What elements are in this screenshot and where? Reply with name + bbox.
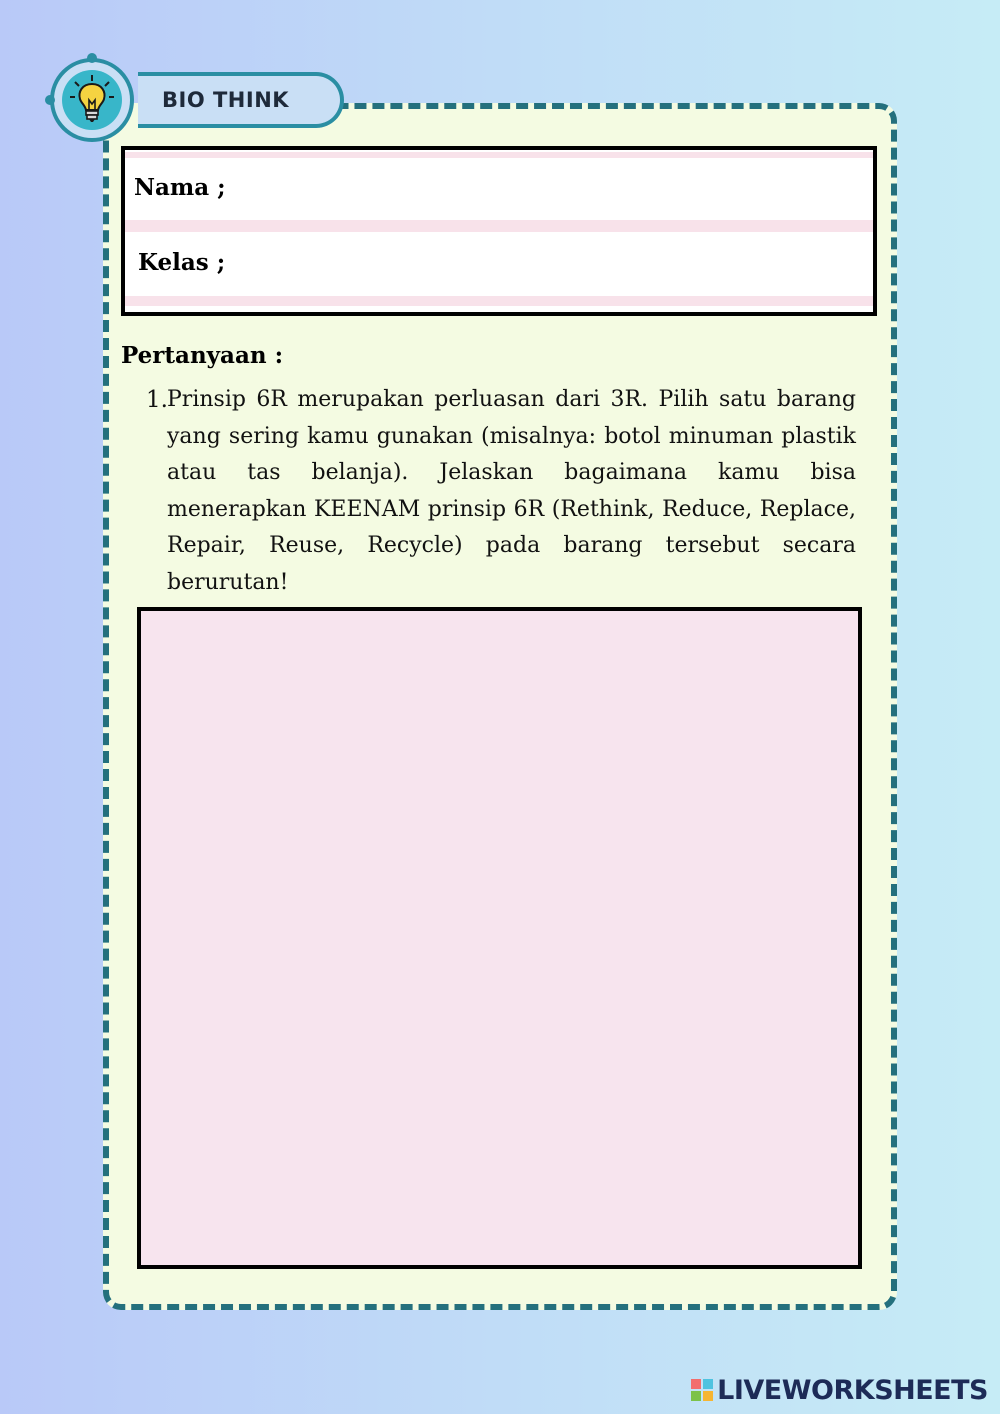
student-info-box bbox=[121, 146, 877, 316]
liveworksheets-logo bbox=[691, 1374, 988, 1406]
row-divider bbox=[125, 152, 873, 158]
name-field-label[interactable]: Nama ; bbox=[134, 174, 226, 201]
badge-title: BIO THINK bbox=[162, 88, 290, 112]
question-number: 1. bbox=[146, 387, 168, 413]
answer-box[interactable] bbox=[137, 607, 862, 1269]
questions-title: Pertanyaan : bbox=[121, 342, 284, 369]
logo-blocks-icon bbox=[691, 1379, 713, 1401]
row-divider bbox=[125, 296, 873, 306]
ring-dot-top bbox=[87, 53, 97, 63]
ring-dot-left bbox=[45, 95, 55, 105]
class-field-label[interactable]: Kelas ; bbox=[138, 249, 226, 276]
lightbulb-icon bbox=[62, 70, 122, 130]
question-text: Prinsip 6R merupakan perluasan dari 3R. Pilih satu barang yang sering kamu gunakan (misalnya: botol minuman plastik atau tas belanja). Jelaskan bagaimana kamu bisa menerapkan KEENAM prinsip 6R (Rethink, Reduce, Replace, Repair, Reuse, Recycle) pada barang tersebut secara berurutan! bbox=[167, 387, 856, 595]
row-divider bbox=[125, 220, 873, 232]
logo-text: LIVEWORKSHEETS bbox=[717, 1374, 988, 1406]
